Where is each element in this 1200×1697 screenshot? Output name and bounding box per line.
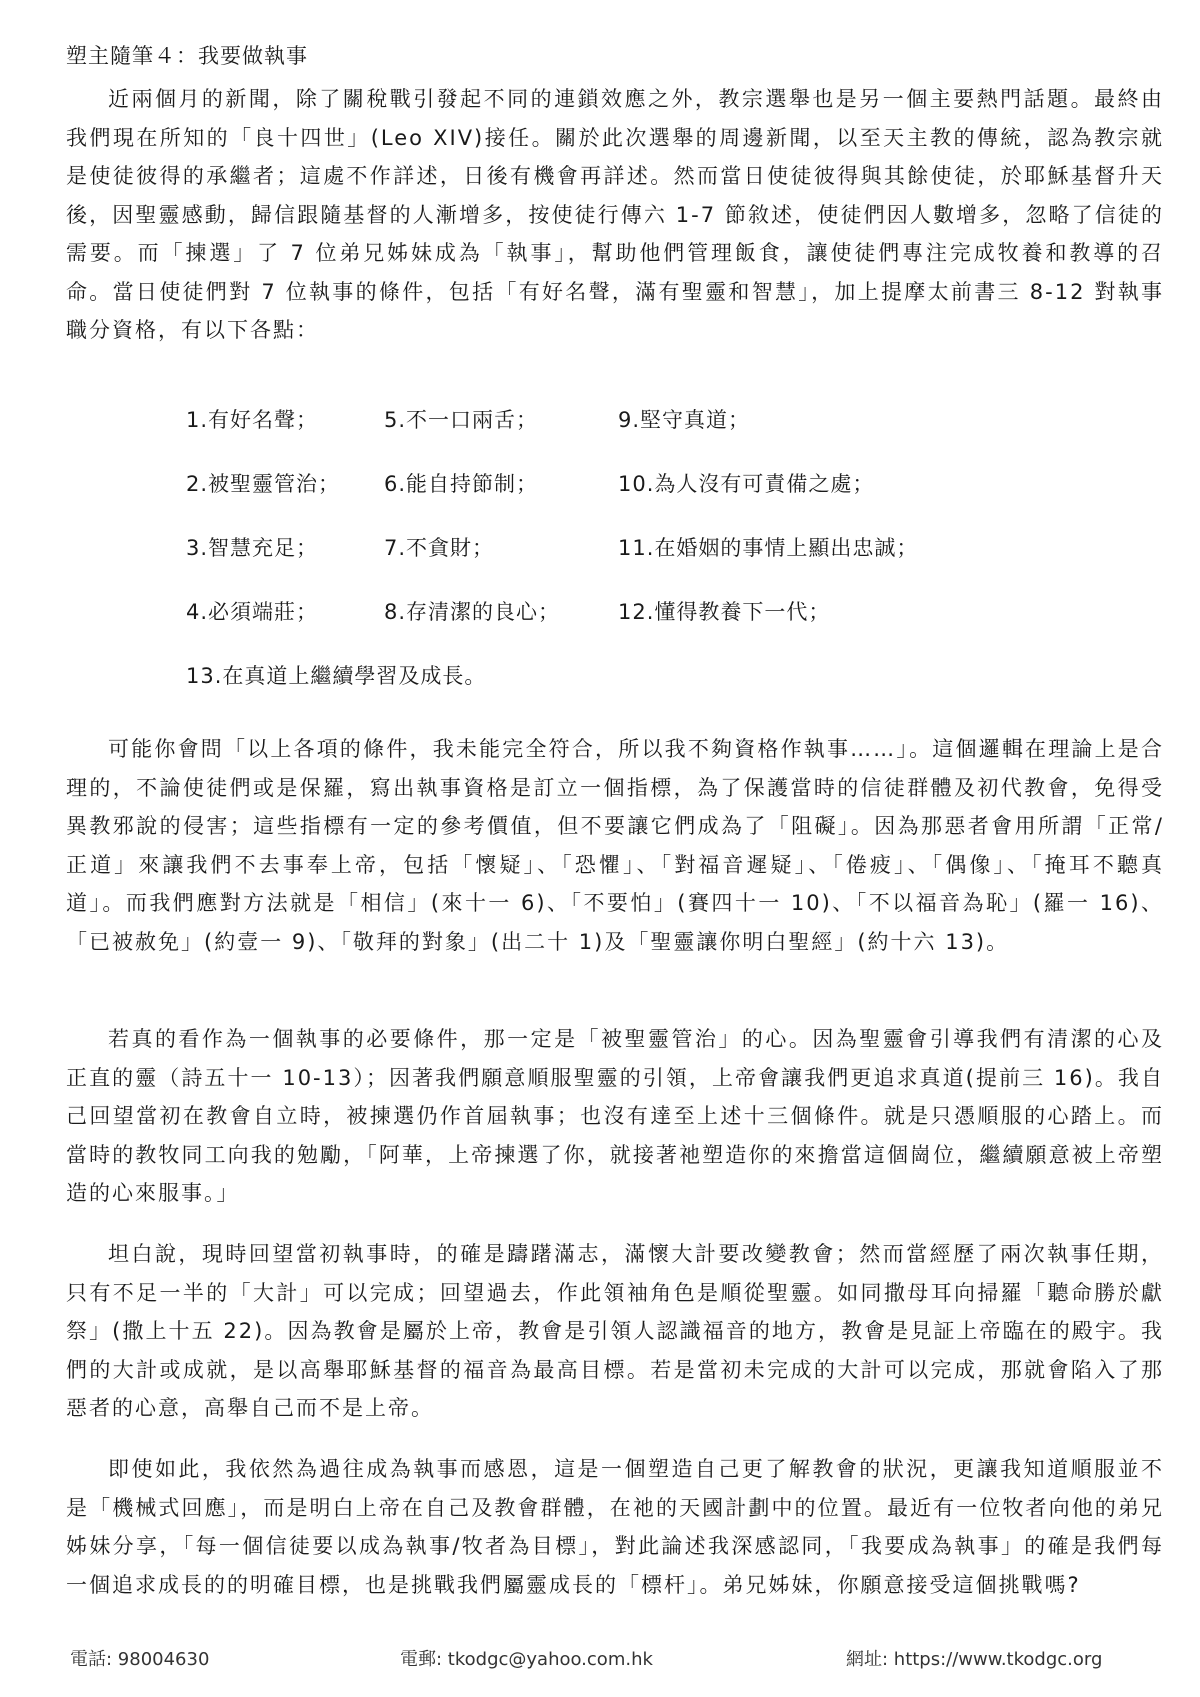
- qualification-item: 6.能自持節制；: [384, 472, 539, 496]
- paragraph-holy-spirit: 若真的看作為一個執事的必要條件，那一定是「被聖靈管治」的心。因為聖靈會引導我們有清潔的心及正直的靈（詩五十一 10-13）；因著我們願意順服聖靈的引領，上帝會讓我們更追求真道(提前三 16)。我自己回望當初在教會自立時，被揀選仍作首屆執事；也沒有達至上述十三個條件。就是只憑順服的心踏上。而當時的教牧同工向我的勉勵，「阿華，上帝揀選了你，就接著祂塑造你的來擔當這個崗位，繼續願意被上帝塑造的心來服事。」: [66, 1027, 1164, 1205]
- qualification-item: 8.存清潔的良心；: [384, 600, 561, 624]
- qualification-item: 7.不貪財；: [384, 536, 495, 560]
- qualification-item: 1.有好名聲；: [186, 408, 319, 432]
- footer-email[interactable]: 電郵: tkodgc@yahoo.com.hk: [400, 1649, 653, 1670]
- footer-website[interactable]: 網址: https://www.tkodgc.org: [846, 1649, 1103, 1670]
- qualification-item: 3.智慧充足；: [186, 536, 319, 560]
- paragraph-intro: 近兩個月的新聞，除了關稅戰引發起不同的連鎖效應之外，教宗選舉也是另一個主要熱門話題。最終由我們現在所知的「良十四世」(Leo XIV)接任。關於此次選舉的周邊新聞，以至天主教的傳統，認為教宗就是使徒彼得的承繼者；這處不作詳述，日後有機會再詳述。然而當日使徒彼得與其餘使徒，於耶穌基督升天後，因聖靈感動，歸信跟隨基督的人漸增多，按使徒行傳六 1-7 節敘述，使徒們因人數增多，忽略了信徒的需要。而「揀選」了 7 位弟兄姊妹成為「執事」，幫助他們管理飯食，讓使徒們專注完成牧養和教導的召命。當日使徒們對 7 位執事的條件，包括「有好名聲，滿有聖靈和智慧」，加上提摩太前書三 8-12 對執事職分資格，有以下各點：: [66, 87, 1164, 342]
- paragraph-reflection: 坦白說，現時回望當初執事時，的確是躊躇滿志，滿懷大計要改變教會；然而當經歷了兩次執事任期，只有不足一半的「大計」可以完成；回望過去，作此領袖角色是順從聖靈。如同撒母耳向掃羅「聽命勝於獻祭」(撒上十五 22)。因為教會是屬於上帝，教會是引領人認識福音的地方，教會是見証上帝臨在的殿宇。我們的大計或成就，是以高舉耶穌基督的福音為最高目標。若是當初未完成的大計可以完成，那就會陷入了那惡者的心意，高舉自己而不是上帝。: [66, 1242, 1164, 1420]
- article-title: 塑主隨筆４：我要做執事: [66, 44, 308, 68]
- footer-phone: 電話: 98004630: [70, 1649, 210, 1670]
- qualification-item: 5.不一口兩舌；: [384, 408, 539, 432]
- qualification-item: 9.堅守真道；: [618, 408, 751, 432]
- qualification-item: 2.被聖靈管治；: [186, 472, 341, 496]
- qualification-item: 11.在婚姻的事情上顯出忠誠；: [618, 536, 919, 560]
- qualification-item: 10.為人沒有可責備之處；: [618, 472, 875, 496]
- paragraph-objection: 可能你會問「以上各項的條件，我未能完全符合，所以我不夠資格作執事……」。這個邏輯在理論上是合理的，不論使徒們或是保羅，寫出執事資格是訂立一個指標，為了保護當時的信徒群體及初代教會，免得受異教邪說的侵害；這些指標有一定的參考價值，但不要讓它們成為了「阻礙」。因為那惡者會用所謂「正常/正道」來讓我們不去事奉上帝，包括「懷疑」、「恐懼」、「對福音遲疑」、「倦疲」、「偶像」、「掩耳不聽真道」。而我們應對方法就是「相信」(來十一 6)、「不要怕」(賽四十一 10)、「不以福音為恥」(羅一 16)、「已被赦免」(約壹一 9)、「敬拜的對象」(出二十 1)及「聖靈讓你明白聖經」(約十六 13)。: [66, 737, 1164, 954]
- qualification-item: 4.必須端莊；: [186, 600, 319, 624]
- qualification-item: 13.在真道上繼續學習及成長。: [186, 664, 487, 688]
- qualification-item: 12.懂得教養下一代；: [618, 600, 831, 624]
- paragraph-conclusion: 即使如此，我依然為過往成為執事而感恩，這是一個塑造自己更了解教會的狀況，更讓我知道順服並不是「機械式回應」，而是明白上帝在自己及教會群體，在祂的天國計劃中的位置。最近有一位牧者向他的弟兄姊妹分享，「每一個信徒要以成為執事/牧者為目標」，對此論述我深感認同，「我要成為執事」的確是我們每一個追求成長的的明確目標，也是挑戰我們屬靈成長的「標杆」。弟兄姊妹，你願意接受這個挑戰嗎?: [66, 1457, 1164, 1597]
